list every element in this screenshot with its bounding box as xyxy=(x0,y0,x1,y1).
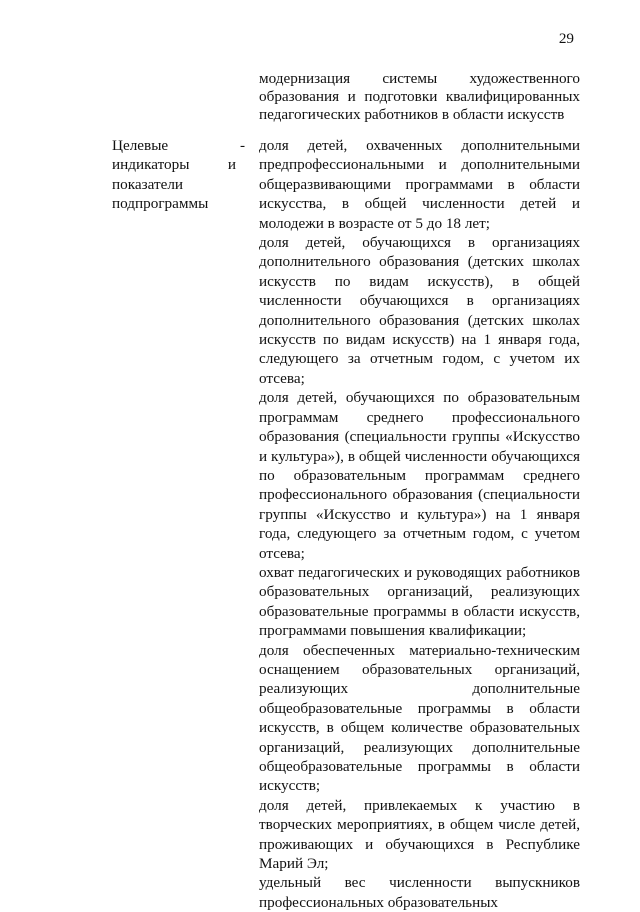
indicators-label-line1: Целевые xyxy=(112,137,169,154)
indicator-list-item: доля обеспеченных материально-техническим оснащением образовательных организаций, реализующих дополнительные общеобразовательные программы в области искусств, в общем количестве образовательных организаций, реализующих дополнительные общеобразовательные программы в области искусств; xyxy=(259,641,580,795)
indicators-label-line3: показатели xyxy=(112,175,184,193)
page-number: 29 xyxy=(558,30,574,47)
indicators-label-line2a: индикаторы xyxy=(112,156,190,174)
indicators-list xyxy=(259,136,580,912)
indicator-list-item: доля детей, привлекаемых к участию в творческих мероприятиях, в общем числе детей, проживающих и обучающихся в Республике Марий Эл; xyxy=(259,796,580,873)
indicator-list-item: доля детей, обучающихся по образовательным программам среднего профессионального образования (специальности группы «Искусство и культура»), в общей численности обучающихся по образовательным программам среднего профессионального образования (специальности группы «Искусство и культура») на 1 января года, следующего за отчетным годом, с учетом отсева; xyxy=(259,389,580,562)
indicator-list-item: охват педагогических и руководящих работников образовательных организаций, реализующих образовательные программы в области искусств, программами повышения квалификации; xyxy=(259,563,580,640)
indicator-list-item: удельный вес численности выпускников профессиональных образовательных xyxy=(259,874,580,911)
indicators-label xyxy=(112,136,236,214)
indicators-label-line2b: и xyxy=(227,156,236,174)
indicator-list-item: доля детей, охваченных дополнительными предпрофессиональными и дополнительными общеразвивающими программами в области искусства, в общей численности детей и молодежи в возрасте от 5 до 18 лет; xyxy=(259,137,580,232)
label-dash: - xyxy=(240,137,246,154)
indicator-list-item: доля детей, обучающихся в организациях дополнительного образования (детских школах искусств по видам искусств), в общей численности обучающихся в организациях дополнительного образования (детских школах искусств по видам искусств) на 1 января года, следующего за отчетным годом, с учетом их отсева; xyxy=(259,234,580,387)
intro-paragraph: модернизация системы художественного образования и подготовки квалифицированных педагогических работников в области искусств xyxy=(259,70,580,123)
indicators-label-line4: подпрограммы xyxy=(112,195,209,213)
